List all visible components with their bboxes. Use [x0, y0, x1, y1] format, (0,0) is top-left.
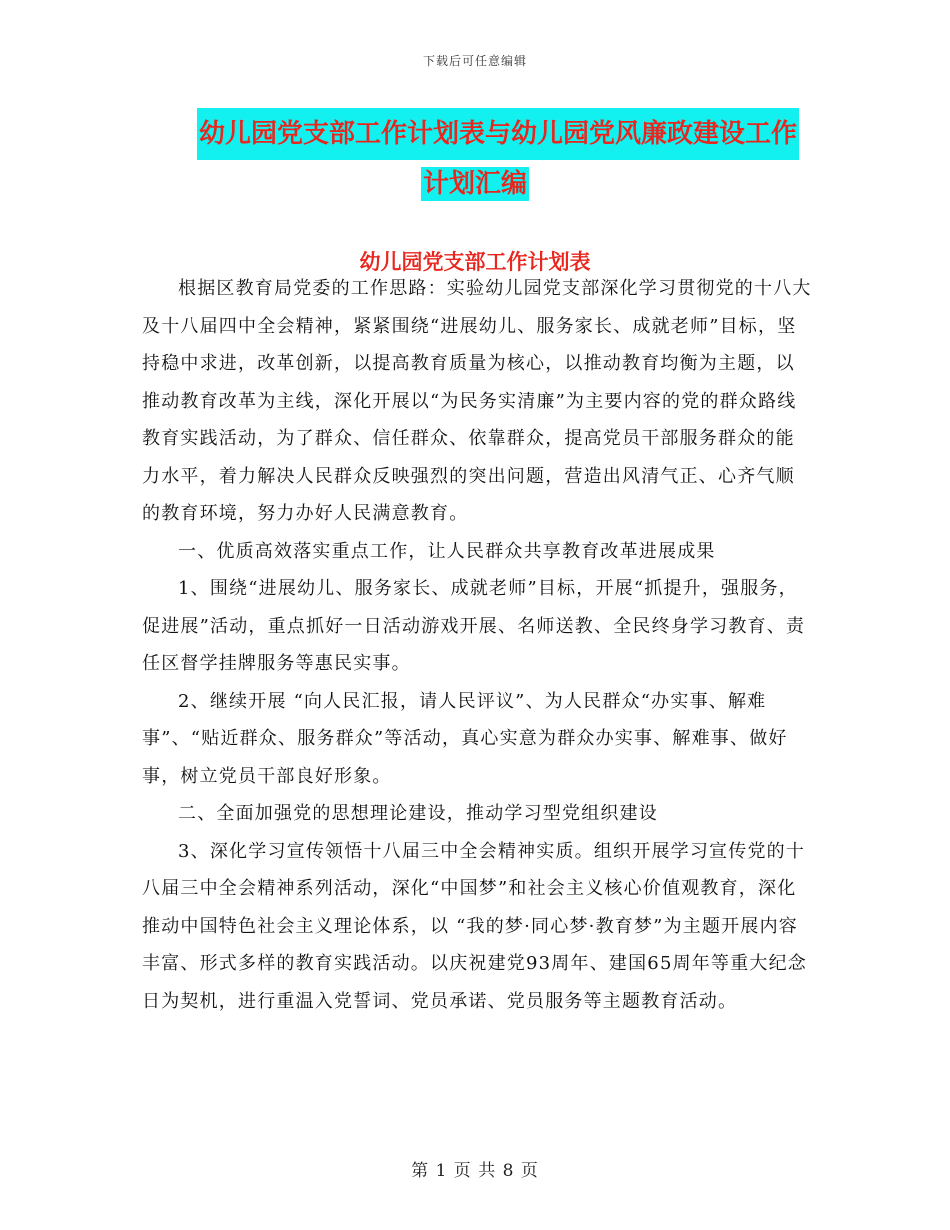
page-footer: 第 1 页 共 8 页 — [411, 1161, 539, 1181]
paragraph-item-2: 2、继续开展 “向人民汇报，请人民评议”、为人民群众“办实事、解难事”、“贴近群众、服务群众”等活动，真心实意为群众办实事、解难事、做好事，树立党员干部良好形象。 — [142, 690, 788, 787]
body-text — [142, 270, 812, 1020]
section-title: 幼儿园党支部工作计划表 — [359, 250, 591, 274]
paragraph-intro: 根据区教育局党委的工作思路：实验幼儿园党支部深化学习贯彻党的十八大及十八届四中全会精神，紧紧围绕“进展幼儿、服务家长、成就老师”目标，坚持稳中求进，改革创新，以提高教育质量为核心，以推动教育均衡为主题，以推动教育改革为主线，深化开展以“为民务实清廉”为主要内容的党的群众路线教育实践活动，为了群众、信任群众、依靠群众，提高党员干部服务群众的能力水平，着力解决人民群众反映强烈的突出问题，营造出风清气正、心齐气顺的教育环境，努力办好人民满意教育。 — [142, 278, 812, 524]
document-title-line-2: 计划汇编 — [422, 169, 527, 199]
document-title-line-1: 幼儿园党支部工作计划表与幼儿园党风廉政建设工作 — [197, 108, 799, 160]
paragraph-heading-1: 一、优质高效落实重点工作，让人民群众共享教育改革进展成果 — [178, 540, 716, 562]
paragraph-heading-2: 二、全面加强党的思想理论建设，推动学习型党组织建设 — [178, 803, 658, 824]
paragraph-item-1: 1、围绕“进展幼儿、服务家长、成就老师”目标，开展“抓提升，强服务，促进展”活动，重点抓好一日活动游戏开展、名师送教、全民终身学习教育、责任区督学挂牌服务等惠民实事。 — [142, 578, 806, 674]
header-note: 下载后可任意编辑 — [422, 54, 527, 68]
paragraph-item-3: 3、深化学习宣传领悟十八届三中全会精神实质。组织开展学习宣传党的十八届三中全会精神系列活动，深化“中国梦”和社会主义核心价值观教育，深化推动中国特色社会主义理论体系，以 “我的梦·同心梦·教育梦”为主题开展内容丰富、形式多样的教育实践活动。以庆祝建党93周年、建国65周年等重大纪念日为契机，进行重温入党誓词、党员承诺、党员服务等主题教育活动。 — [142, 840, 808, 1012]
document-title — [0, 108, 950, 208]
